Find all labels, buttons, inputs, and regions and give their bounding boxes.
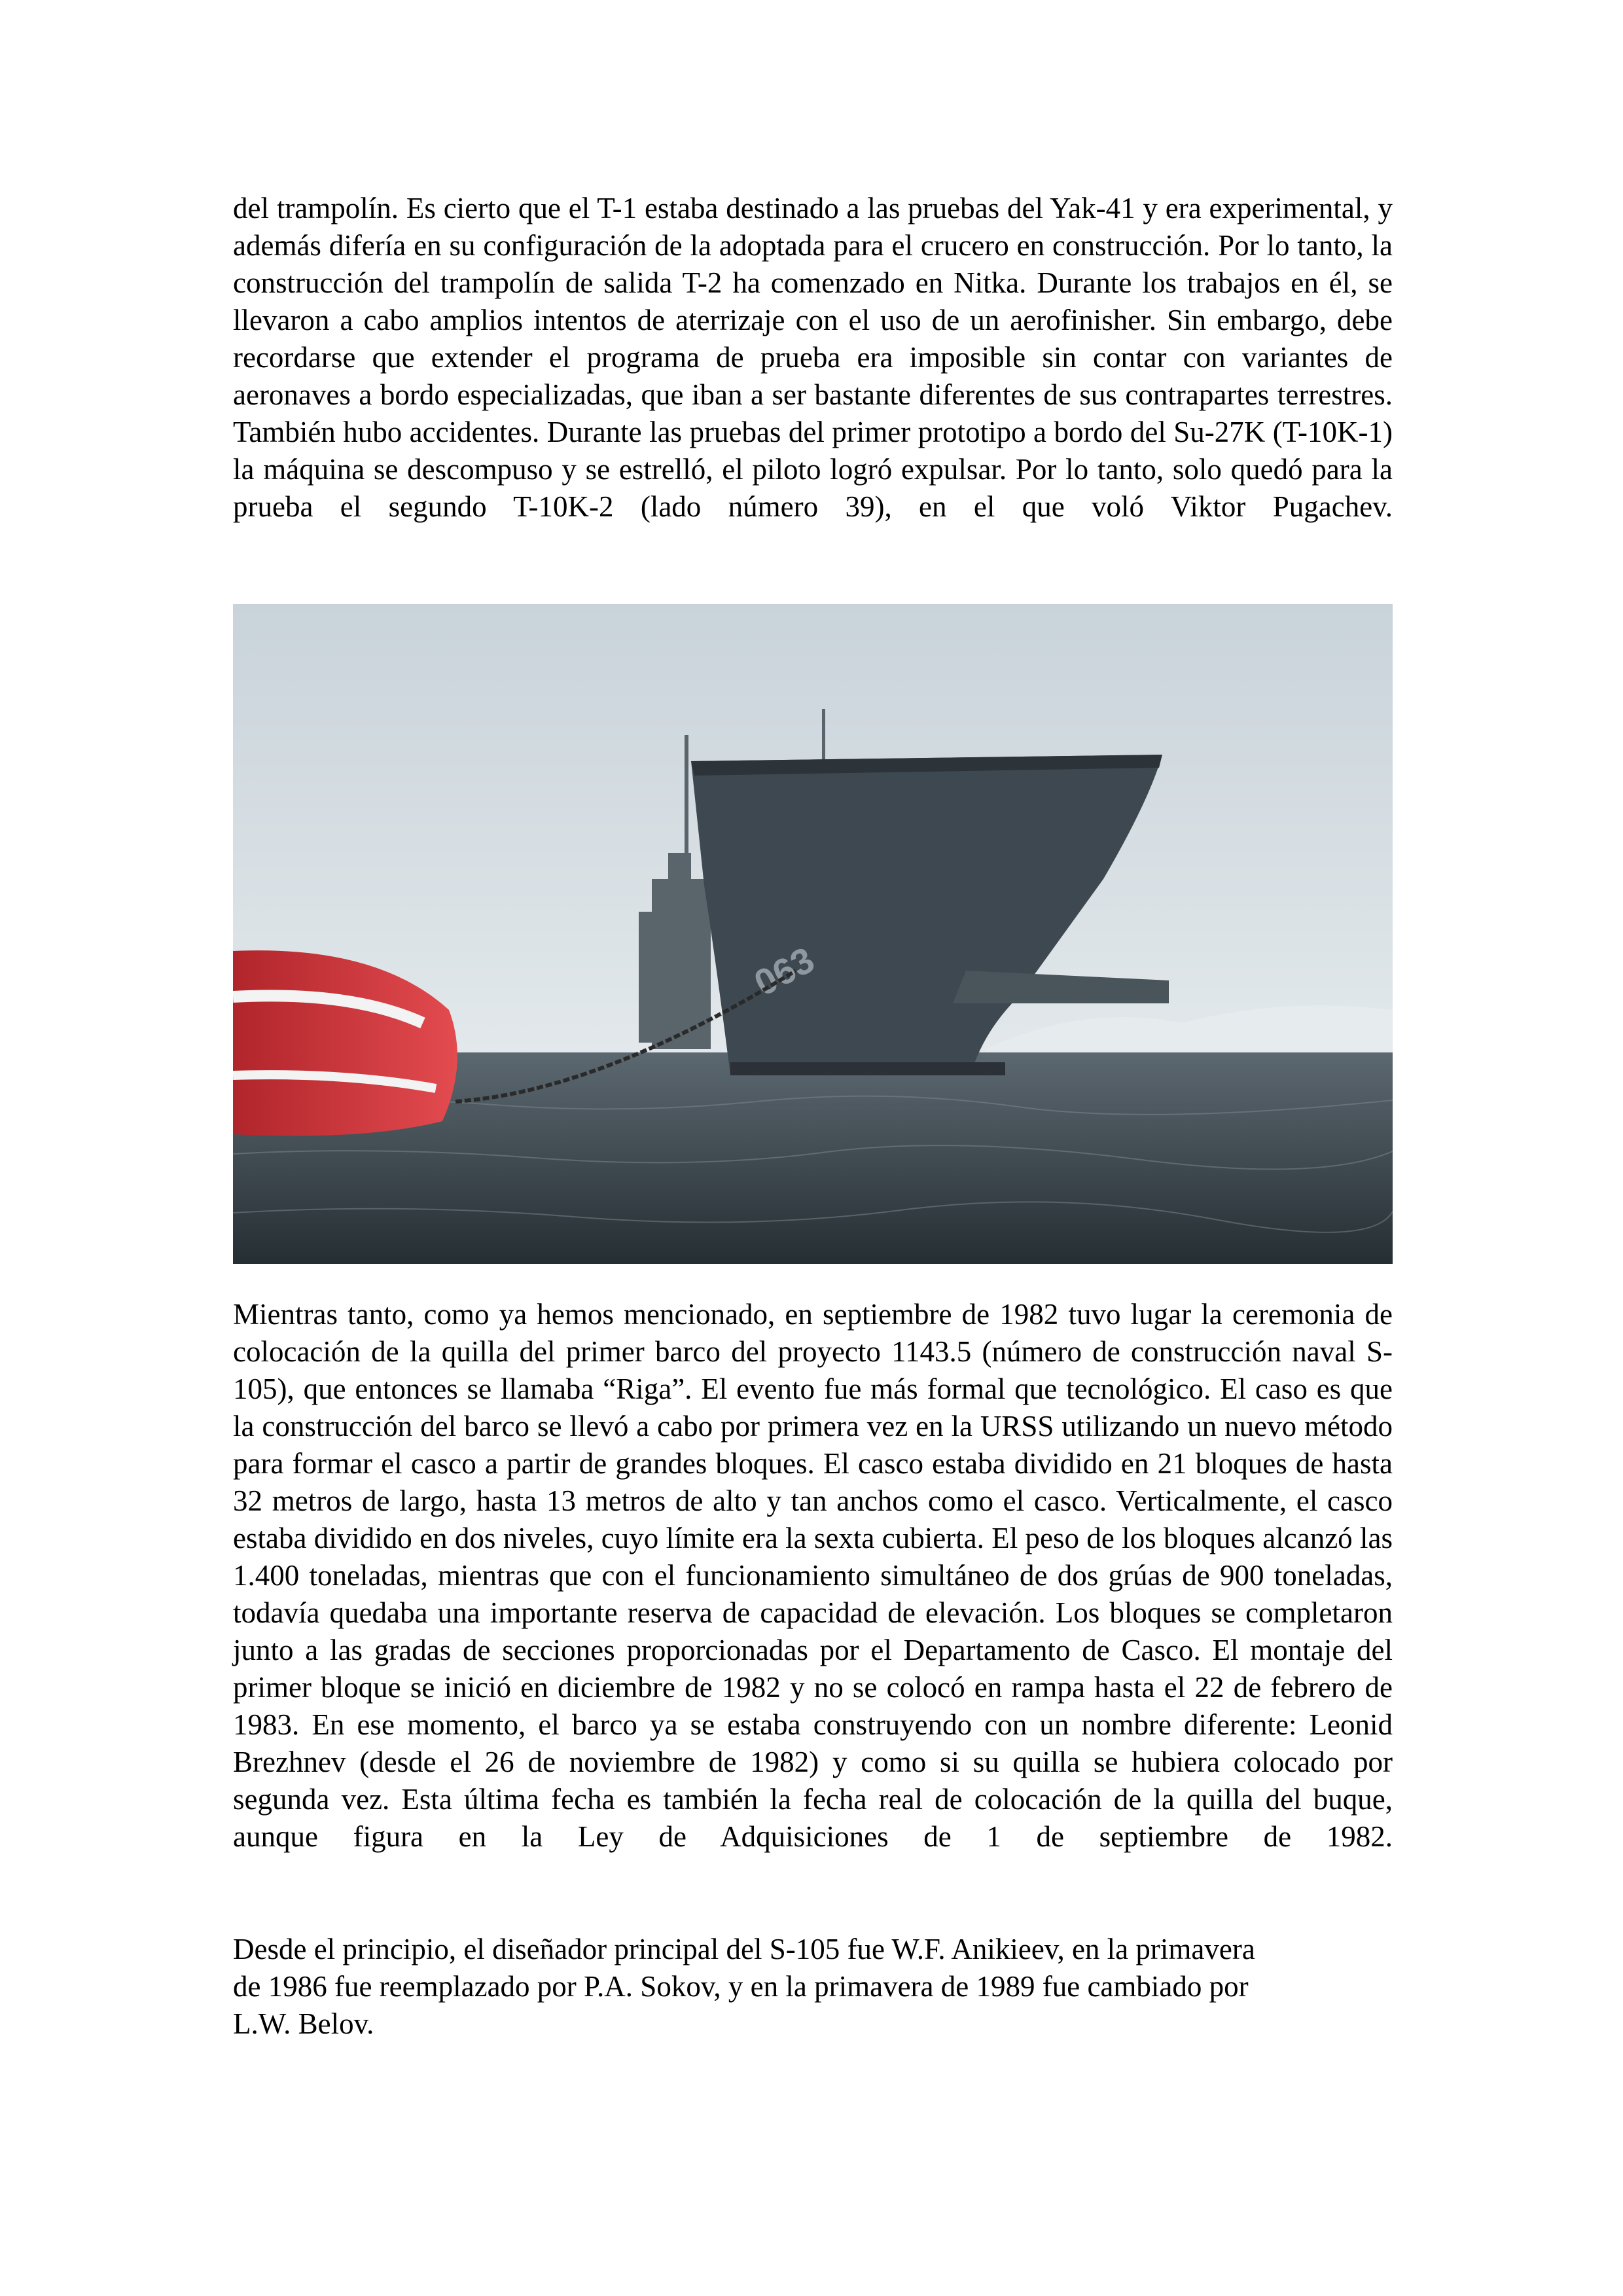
designers-line-3: L.W. Belov. <box>233 2007 374 2040</box>
designers-line-1: Desde el principio, el diseñador principal del S-105 fue W.F. Anikieev, en la primavera <box>233 1933 1255 1965</box>
designers-line-2: de 1986 fue reemplazado por P.A. Sokov, y en la primavera de 1989 fue cambiado por <box>233 1970 1249 2003</box>
paragraph-trampolin: del trampolín. Es cierto que el T-1 estaba destinado a las pruebas del Yak-41 y era experimental, y además difería en su configuración de la adoptada para el crucero en construcción. Por lo tanto, la construcción del trampolín de salida T-2 ha comenzado en Nitka. Durante los trabajos en él, se llevaron a cabo amplios intentos de aterrizaje con el uso de un aerofinisher. Sin embargo, debe recordarse que extender el programa de prueba era imposible sin contar con variantes de aeronaves a bordo especializadas, que iban a ser bastante diferentes de sus contrapartes terrestres. También hubo accidentes. Durante las pruebas del primer prototipo a bordo del Su-27K (T-10K-1) la máquina se descompuso y se estrelló, el piloto logró expulsar. Por lo tanto, solo quedó para la prueba el segundo T-10K-2 (lado número 39), en el que voló Viktor Pugachev. <box>233 192 1393 523</box>
paragraph-riga: Mientras tanto, como ya hemos mencionado, en septiembre de 1982 tuvo lugar la ceremonia de colocación de la quilla del primer barco del proyecto 1143.5 (número de construcción naval S-105), que entonces se llamaba “Riga”. El evento fue más formal que tecnológico. El caso es que la construcción del barco se llevó a cabo por primera vez en la URSS utilizando un nuevo método para formar el casco a partir de grandes bloques. El casco estaba dividido en 21 bloques de hasta 32 metros de largo, hasta 13 metros de alto y tan anchos como el casco. Verticalmente, el casco estaba dividido en dos niveles, cuyo límite era la sexta cubierta. El peso de los bloques alcanzó las 1.400 toneladas, mientras que con el funcionamiento simultáneo de dos grúas de 900 toneladas, todavía quedaba una importante reserva de capacidad de elevación. Los bloques se completaron junto a las gradas de secciones proporcionadas por el Departamento de Casco. El montaje del primer bloque se inició en diciembre de 1982 y no se colocó en rampa hasta el 22 de febrero de 1983. En ese momento, el barco ya se estaba construyendo con un nombre diferente: Leonid Brezhnev (desde el 26 de noviembre de 1982) y como si su quilla se hubiera colocado por segunda vez. Esta última fecha es también la fecha real de colocación de la quilla del buque, aunque figura en la Ley de Adquisiciones de 1 de septiembre de 1982. <box>233 1298 1393 1853</box>
aircraft-carrier-photo <box>233 604 1393 1264</box>
waterline <box>730 1062 1005 1075</box>
paragraph-designers <box>233 1931 1393 2043</box>
hull-number: 063 <box>747 939 821 1004</box>
